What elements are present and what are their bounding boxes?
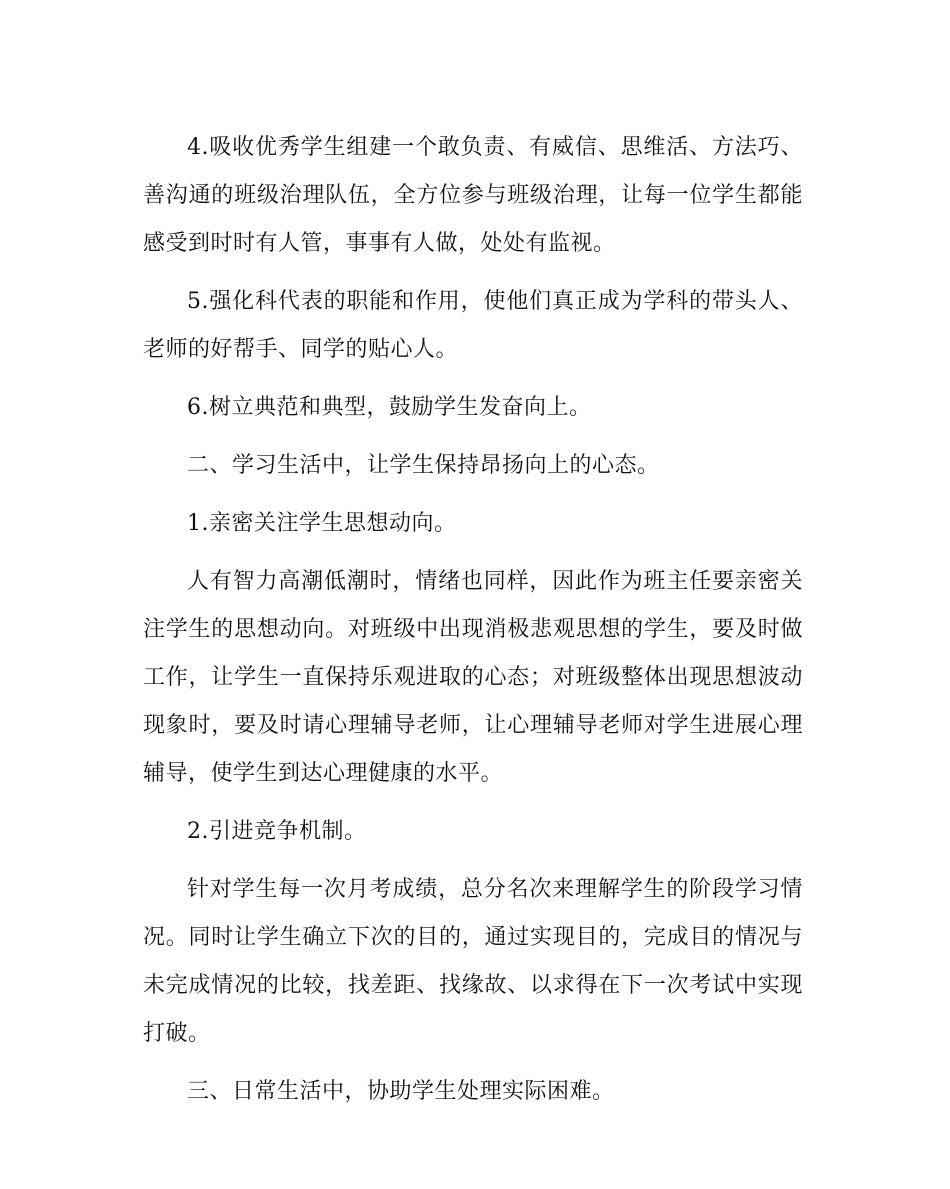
- paragraph-2-2-body: 针对学生每一次月考成绩，总分名次来理解学生的阶段学习情况。同时让学生确立下次的目的，通过实现目的，完成目的情况与未完成情况的比较，找差距、找缘故、以求得在下一次考试中实现打破。: [143, 877, 803, 1046]
- subheading-2-2: 2.引进竞争机制。: [187, 819, 367, 844]
- paragraph-2-1-body: 人有智力高潮低潮时，情绪也同样，因此作为班主任要亲密关注学生的思想动向。对班级中出现消极悲观思想的学生，要及时做工作，让学生一直保持乐观进取的心态；对班级整体出现思想波动现象时，要及时请心理辅导老师，让心理辅导老师对学生进展心理辅导，使学生到达心理健康的水平。: [143, 569, 803, 786]
- paragraph-point-6: 6.树立典范和典型，鼓励学生发奋向上。: [187, 395, 592, 420]
- paragraph-point-4: 4.吸收优秀学生组建一个敢负责、有威信、思维活、方法巧、善沟通的班级治理队伍，全方位参与班级治理，让每一位学生都能感受到时时有人管，事事有人做，处处有监视。: [143, 135, 803, 256]
- paragraph-point-5: 5.强化科代表的职能和作用，使他们真正成为学科的带头人、老师的好帮手、同学的贴心人。: [143, 289, 803, 362]
- section-heading-2: 二、学习生活中，让学生保持昂扬向上的心态。: [187, 453, 660, 478]
- subheading-2-1: 1.亲密关注学生思想动向。: [187, 511, 457, 536]
- document-body: [143, 124, 803, 1126]
- section-heading-3: 三、日常生活中，协助学生处理实际困难。: [187, 1079, 615, 1104]
